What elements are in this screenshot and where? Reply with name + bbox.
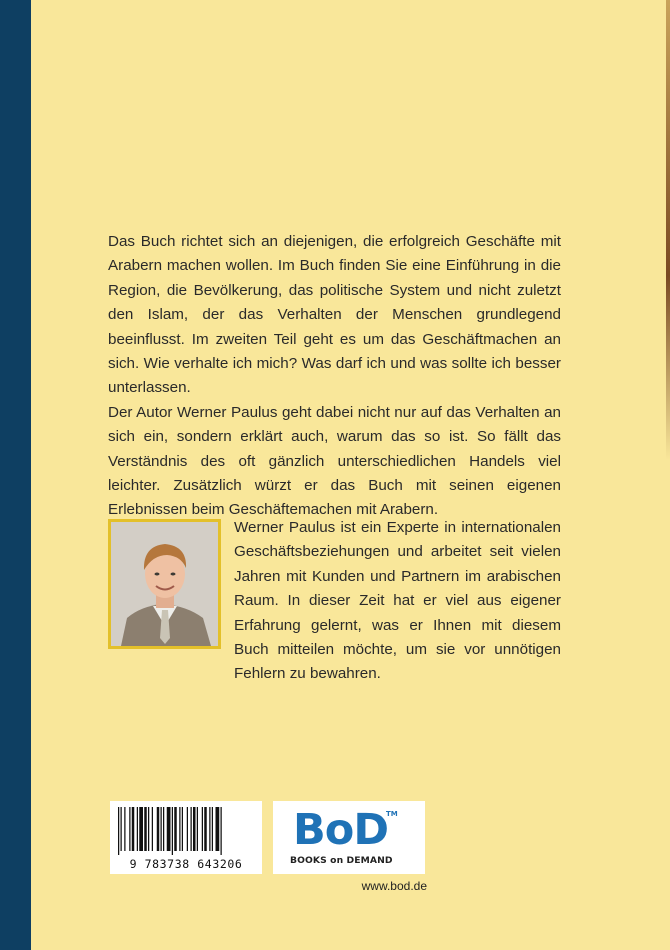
blurb-paragraph-1: Das Buch richtet sich an diejenigen, die erfolgreich Geschäfte mit Arabern machen wollen. Im Buch finden Sie eine Einführung in die Region, die Bevölkerung, das politische System und nicht zuletzt den Islam, der das Verhalten der Menschen grundlegend beeinflusst. Im zweiten Teil geht es um das Geschäftmachen an sich. Wie verhalte ich mich? Was darf ich und was sollte ich besser unterlassen. <box>108 233 561 397</box>
blurb-paragraph-2: Der Autor Werner Paulus geht dabei nicht nur auf das Verhalten an sich ein, sondern erklärt auch, warum das so ist. So fällt das Verständnis des oft gänzlich unterschiedlichen Handels viel leichter. Zusätzlich würzt er das Buch mit seinen eigenen Erlebnissen beim Geschäftemachen mit Arabern. <box>108 403 561 519</box>
publisher-logo <box>273 801 425 874</box>
book-blurb <box>108 230 561 523</box>
barcode-bars <box>116 807 256 855</box>
barcode-digits: 9 783738 643206 <box>129 857 243 871</box>
bod-logo-text: BoD <box>293 805 389 855</box>
publisher-url: www.bod.de <box>361 879 427 893</box>
author-photo <box>108 519 221 649</box>
isbn-barcode <box>110 801 262 874</box>
book-spine <box>0 0 31 950</box>
bod-tagline: BOOKS on DEMAND <box>290 855 393 866</box>
trademark-mark: TM <box>386 810 398 818</box>
front-cover-edge <box>666 0 670 460</box>
author-bio: Werner Paulus ist ein Experte in internationalen Geschäftsbeziehungen und arbeitet seit vielen Jahren mit Kunden und Partnern im arabischen Raum. In dieser Zeit hat er viel aus eigener Erfahrung gelernt, was er Ihnen mit diesem Buch mitteilen möchte, um sie vor unnötigen Fehlern zu bewahren. <box>234 519 561 683</box>
